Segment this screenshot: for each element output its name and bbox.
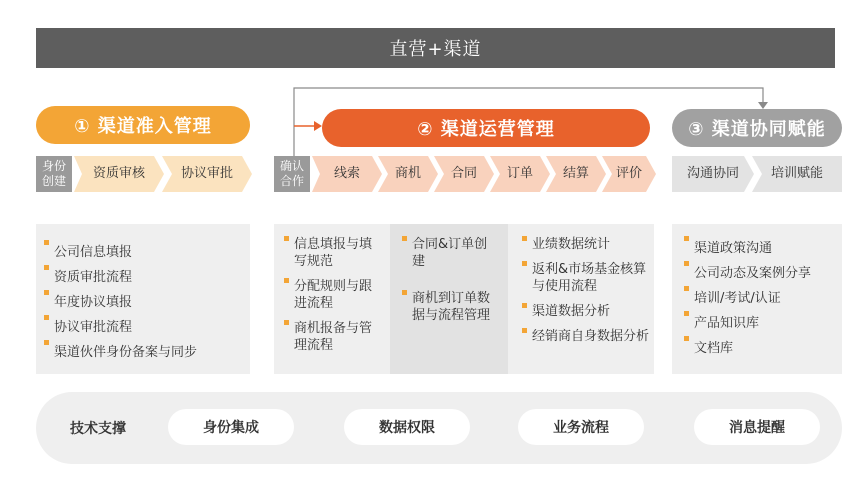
detail-list [44,240,197,365]
stage-1-label: ① 渠道准入管理 [74,116,212,137]
step-label: 评价 [615,166,642,181]
detail-item: 产品知识库 [684,311,811,336]
detail-item: 文档库 [684,336,811,361]
detail-list [684,236,811,361]
detail-list [522,236,650,345]
step-label: 沟通协同 [686,166,739,181]
tech-support-label: 技术支撑 [70,421,126,437]
detail-item: 商机到订单数据与流程管理 [402,290,500,324]
stage-2-tag-label: 确认合作 [279,159,304,188]
step-chevron [672,156,754,192]
top-banner [36,28,835,68]
step-label: 线索 [333,166,360,181]
stage-1-details [36,224,250,374]
detail-list [284,236,384,354]
detail-item: 渠道数据分析 [522,303,650,320]
stage-1-pill [36,106,250,144]
stage-3-label: ③ 渠道协同赋能 [688,119,826,140]
stage-2-details-col1 [274,224,390,374]
detail-item: 业绩数据统计 [522,236,650,253]
tech-item-label: 消息提醒 [729,420,785,436]
step-chevron [490,156,550,192]
tech-item-pill [344,409,470,445]
step-label: 资质审核 [92,166,145,181]
step-chevron [434,156,494,192]
detail-item: 商机报备与管理流程 [284,320,384,354]
stage-3-details [672,224,842,374]
step-label: 协议审批 [180,166,233,181]
detail-item: 协议审批流程 [44,315,197,340]
stage-1-tag-label: 身份创建 [41,159,66,188]
detail-item: 信息填报与填写规范 [284,236,384,270]
step-chevron [74,156,164,192]
tech-item-pill [168,409,294,445]
step-chevron [378,156,438,192]
step-label: 培训赋能 [770,166,823,181]
detail-item: 公司动态及案例分享 [684,261,811,286]
banner-title: 直营+渠道 [389,39,482,60]
step-chevron [752,156,842,192]
detail-item: 年度协议填报 [44,290,197,315]
tech-item-label: 业务流程 [553,420,609,436]
detail-list [402,236,500,324]
stage-2-label: ② 渠道运营管理 [417,119,555,140]
stage-1-tag [36,156,72,192]
step-chevron [162,156,252,192]
detail-item: 分配规则与跟进流程 [284,278,384,312]
tech-item-label: 身份集成 [203,420,259,436]
step-label: 订单 [506,166,533,181]
detail-item: 渠道政策沟通 [684,236,811,261]
step-label: 合同 [450,166,477,181]
step-chevron [312,156,382,192]
tech-item-pill [694,409,820,445]
stage-2-pill [322,109,650,147]
detail-item: 返利&市场基金核算与使用流程 [522,261,650,295]
detail-item: 经销商自身数据分析 [522,328,650,345]
stage-2-details-col3 [508,224,654,374]
step-label: 结算 [562,166,589,181]
detail-item: 合同&订单创建 [402,236,500,270]
step-label: 商机 [394,166,421,181]
stage-3-pill [672,109,842,147]
tech-item-pill [518,409,644,445]
stage-2-tag [274,156,310,192]
step-chevron [546,156,606,192]
detail-item: 公司信息填报 [44,240,197,265]
detail-item: 培训/考试/认证 [684,286,811,311]
step-chevron [602,156,656,192]
detail-item: 渠道伙伴身份备案与同步 [44,340,197,365]
stage-2-details-col2 [390,224,508,374]
tech-item-label: 数据权限 [379,420,435,436]
detail-item: 资质审批流程 [44,265,197,290]
